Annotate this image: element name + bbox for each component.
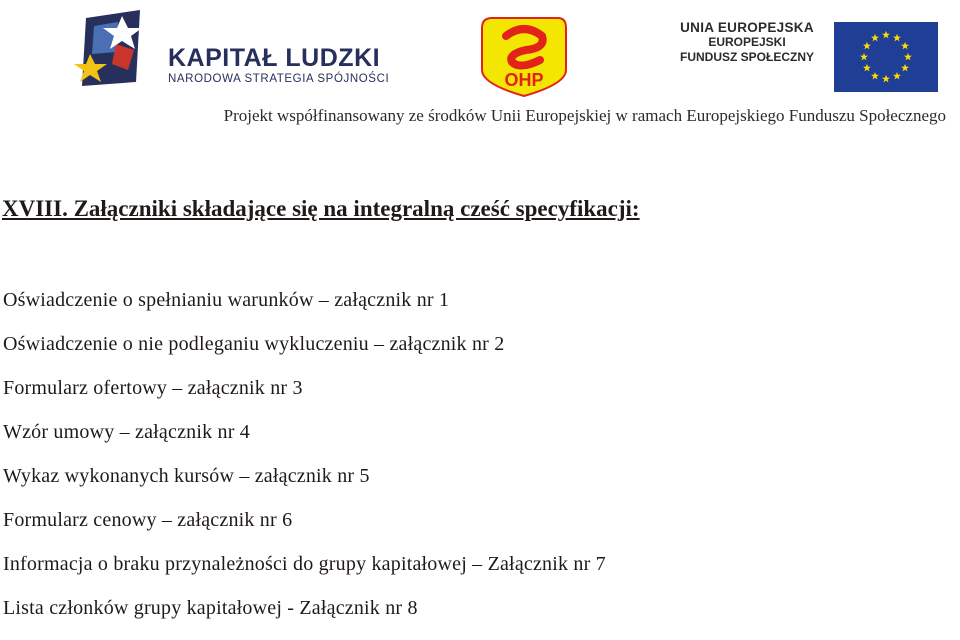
eu-line-2: EUROPEJSKI	[708, 35, 786, 49]
eu-logo	[672, 20, 952, 90]
section-title: XVIII. Załączniki składające się na integralną cześć specyfikacji:	[2, 196, 640, 221]
attachment-item: Wzór umowy – załącznik nr 4	[3, 421, 250, 443]
ohp-emblem-icon	[476, 14, 572, 98]
attachment-item: Formularz ofertowy – załącznik nr 3	[3, 377, 303, 399]
attachment-item: Formularz cenowy – załącznik nr 6	[3, 509, 293, 531]
ohp-logo-text: OHP	[504, 70, 544, 90]
attachment-item: Oświadczenie o spełnianiu warunków – załącznik nr 1	[3, 289, 450, 311]
attachment-item: Informacja o braku przynależności do grupy kapitałowej – Załącznik nr 7	[3, 553, 606, 575]
eu-line-3: FUNDUSZ SPOŁECZNY	[679, 50, 814, 64]
attachment-item: Wykaz wykonanych kursów – załącznik nr 5	[3, 465, 370, 487]
ohp-logo	[476, 14, 572, 98]
attachment-item: Oświadczenie o nie podleganiu wykluczeniu – załącznik nr 2	[3, 333, 505, 355]
eu-line-1: UNIA EUROPEJSKA	[680, 20, 814, 35]
kapital-ludzki-logo	[72, 6, 412, 90]
kapital-ludzki-title: KAPITAŁ LUDZKI	[168, 44, 381, 72]
attachment-list	[3, 288, 606, 640]
cofinancing-note: Projekt współfinansowany ze środków Unii Europejskiej w ramach Europejskiego Funduszu Społecznego	[223, 106, 946, 125]
kapital-ludzki-emblem-icon	[72, 6, 168, 90]
logo-header	[0, 0, 960, 125]
eu-flag-icon	[834, 22, 938, 92]
attachment-item: Lista członków grupy kapitałowej - Załącznik nr 8	[3, 597, 418, 619]
eu-logo-text	[672, 20, 822, 65]
kapital-ludzki-subtitle: NARODOWA STRATEGIA SPÓJNOŚCI	[168, 73, 390, 85]
